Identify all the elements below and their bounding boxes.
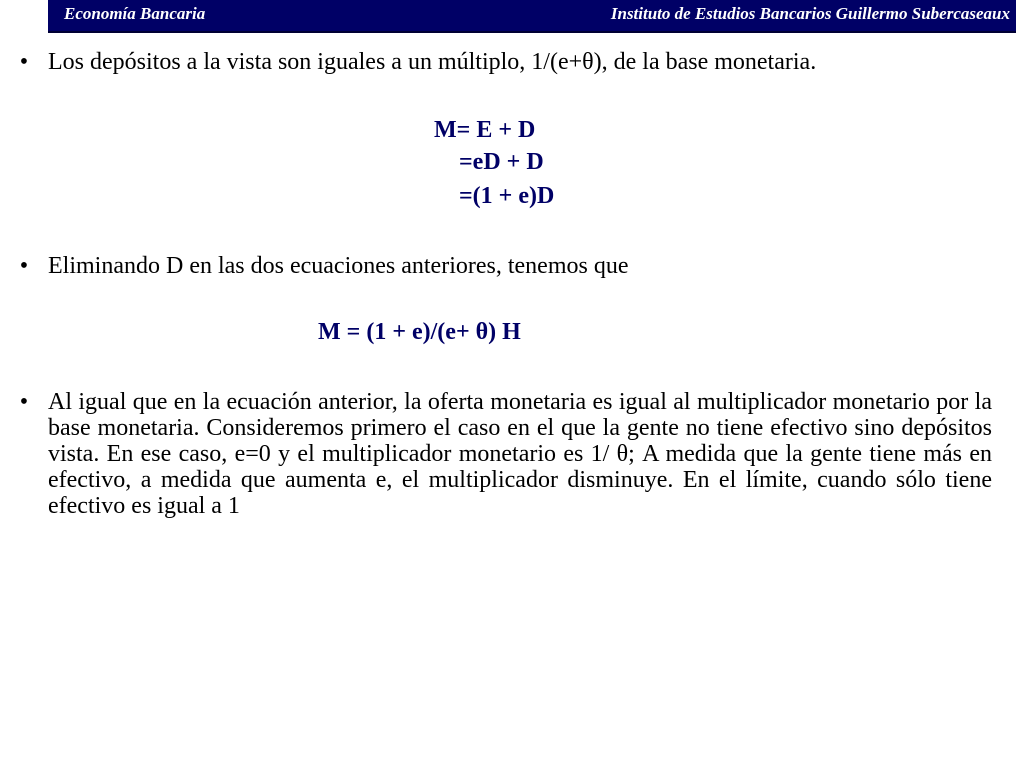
bullet-item-eliminating: [12, 253, 1012, 281]
bullet-text-deposits: Los depósitos a la vista son iguales a un múltiplo, 1/(e+θ), de la base monetaria.: [48, 49, 817, 75]
equation-money-multiplier: M = (1 + e)/(e+ θ) H: [318, 319, 521, 345]
equation-line-2: =eD + D: [459, 149, 544, 175]
bullet-icon: •: [19, 253, 29, 279]
bullet-text-explanation: Al igual que en la ecuación anterior, la oferta monetaria es igual al multiplicador monetario por la base monetaria. Consideremos primero el caso en el que la gente no tiene efectivo sino depósitos vista. En ese caso, e=0 y el multiplicador monetario es 1/ θ; A medida que la gente tiene más en efectivo, a medida que aumenta e, el multiplicador disminuye. En el límite, cuando sólo tiene efectivo es igual a 1: [48, 389, 992, 519]
header-bar: [48, 0, 1016, 33]
header-institute-name: Instituto de Estudios Bancarios Guillermo Subercaseaux: [610, 4, 1010, 23]
bullet-item-deposits: [12, 49, 1012, 77]
bullet-text-eliminating: Eliminando D en las dos ecuaciones anteriores, tenemos que: [48, 253, 629, 279]
equation-line-1: M= E + D: [434, 117, 536, 143]
bullet-icon: •: [19, 49, 29, 75]
equation-line-3: =(1 + e)D: [459, 183, 555, 209]
bullet-icon: •: [19, 389, 29, 415]
bullet-item-explanation: [12, 389, 1012, 559]
header-course-title: Economía Bancaria: [64, 4, 206, 23]
